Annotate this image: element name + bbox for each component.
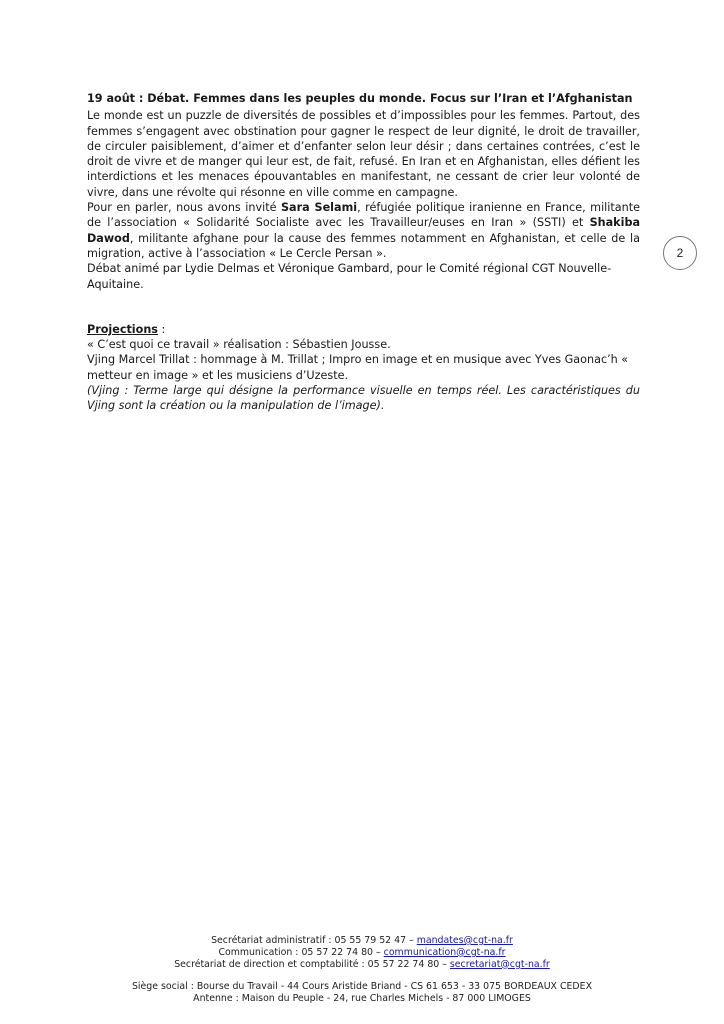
paragraph-moderators: Débat animé par Lydie Delmas et Véronique Gambard, pour le Comité régional CGT Nouvelle-Aquitaine.: [87, 262, 612, 291]
footer: [120, 935, 604, 1005]
footer-secretariat-line: [120, 959, 604, 971]
footer-admin-line: [120, 935, 604, 947]
projection-item-1: « C’est quoi ce travail » réalisation : Sébastien Jousse.: [87, 338, 391, 352]
guest-name-sara: Sara Selami: [281, 201, 358, 215]
document-body: [87, 91, 640, 414]
footer-spacer: [120, 970, 604, 981]
section-heading: 19 août : Débat. Femmes dans les peuples du monde. Focus sur l’Iran et l’Afghanistan: [87, 92, 633, 105]
footer-communication-line: [120, 947, 604, 959]
footer-secretariat-text: Secrétariat de direction et comptabilité : 05 57 22 74 80 –: [174, 958, 450, 970]
section-spacer: [87, 292, 640, 322]
guests-intro-text: Pour en parler, nous avons invité: [87, 201, 281, 215]
paragraph-guests: [87, 200, 640, 261]
secretariat-email-link[interactable]: secretariat@cgt-na.fr: [449, 958, 550, 970]
vjing-note: (Vjing : Terme large qui désigne la performance visuelle en temps réel. Les caractéristiques du Vjing sont la création ou la manipulation de l’image).: [87, 384, 640, 413]
footer-branch: Antenne : Maison du Peuple - 24, rue Charles Michels - 87 000 LIMOGES: [193, 993, 531, 1005]
projections-title-suffix: :: [157, 322, 166, 336]
admin-email-link[interactable]: mandates@cgt-na.fr: [416, 935, 513, 946]
projections-title: Projections: [87, 322, 158, 336]
page-number-badge: [663, 236, 697, 270]
projection-item-2: Vjing Marcel Trillat : hommage à M. Trillat ; Impro en image et en musique avec Yves Gaonac’h « metteur en image » et les musiciens d’Uzeste.: [87, 353, 629, 382]
footer-communication-text: Communication : 05 57 22 74 80 –: [218, 946, 384, 958]
paragraph-intro: Le monde est un puzzle de diversités de possibles et d’impossibles pour les femmes. Partout, des femmes s’engagent avec obstination pour gagner le respect de leur dignité, le droit de travailler, de circuler paisiblement, d’aimer et d’enfanter selon leur désir ; dans certaines contrées, c’est le droit de vivre et de manger qui leur est, de fait, refusé. En Iran et en Afghanistan, elles défient les interdictions et les menaces épouvantables en manifestant, ne cessant de crier leur volonté de vivre, dans une révolte qui résonne en ville comme en campagne.: [87, 109, 640, 199]
footer-headquarters: Siège social : Bourse du Travail - 44 Cours Aristide Briand - CS 61 653 - 33 075 BORDEAUX CEDEX: [131, 981, 592, 993]
guest-name-shakiba: Shakiba Dawod: [87, 216, 640, 245]
communication-email-link[interactable]: communication@cgt-na.fr: [383, 946, 506, 958]
guests-end-text: , militante afghane pour la cause des femmes notamment en Afghanistan, et celle de la migration, active à l’association « Le Cercle Persan ».: [87, 231, 640, 260]
page-number: 2: [676, 246, 684, 260]
guests-mid-text: , réfugiée politique iranienne en France, militante de l’association « Solidarité Socialiste avec les Travailleur/euses en Iran » (SSTI) et: [87, 201, 640, 230]
projections-heading: [87, 322, 640, 337]
footer-admin-text: Secrétariat administratif : 05 55 79 52 47 –: [211, 935, 417, 946]
